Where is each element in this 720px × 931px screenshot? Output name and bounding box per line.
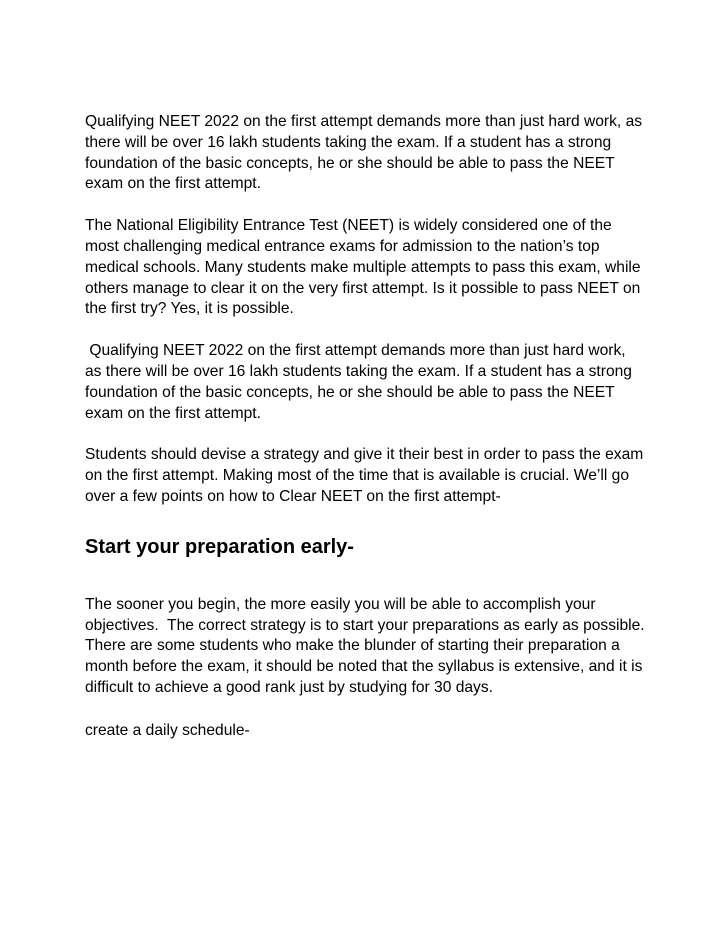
intro-paragraph: Qualifying NEET 2022 on the first attempt demands more than just hard work, as there will be over 16 lakh students taking the exam. If a student has a strong foundation of the basic concepts, he or she should be able to pass the NEET exam on the first attempt. [85, 113, 647, 193]
document-body [85, 112, 649, 742]
neet-description-paragraph: The National Eligibility Entrance Test (NEET) is widely considered one of the most challenging medical entrance exams for admission to the nation’s top medical schools. Many students make multiple attempts to pass this exam, while others manage to clear it on the very first attempt. Is it possible to pass NEET on the first try? Yes, it is possible. [85, 217, 645, 318]
section-heading-start-early: Start your preparation early- [85, 535, 354, 558]
strategy-paragraph: Students should devise a strategy and give it their best in order to pass the exam on the first attempt. Making most of the time that is available is crucial. We’ll go over a few points on how to Clear NEET on the first attempt- [85, 446, 648, 505]
start-early-paragraph: The sooner you begin, the more easily you will be able to accomplish your objectives. The correct strategy is to start your preparations as early as possible. There are some students who make the blunder of starting their preparation a month before the exam, it should be noted that the syllabus is extensive, and it is difficult to achieve a good rank just by studying for 30 days. [85, 595, 649, 696]
daily-schedule-line: create a daily schedule- [85, 721, 250, 739]
repeated-intro-paragraph: Qualifying NEET 2022 on the first attempt demands more than just hard work, as there will be over 16 lakh students taking the exam. If a student has a strong foundation of the basic concepts, he or she should be able to pass the NEET exam on the first attempt. [85, 342, 637, 422]
